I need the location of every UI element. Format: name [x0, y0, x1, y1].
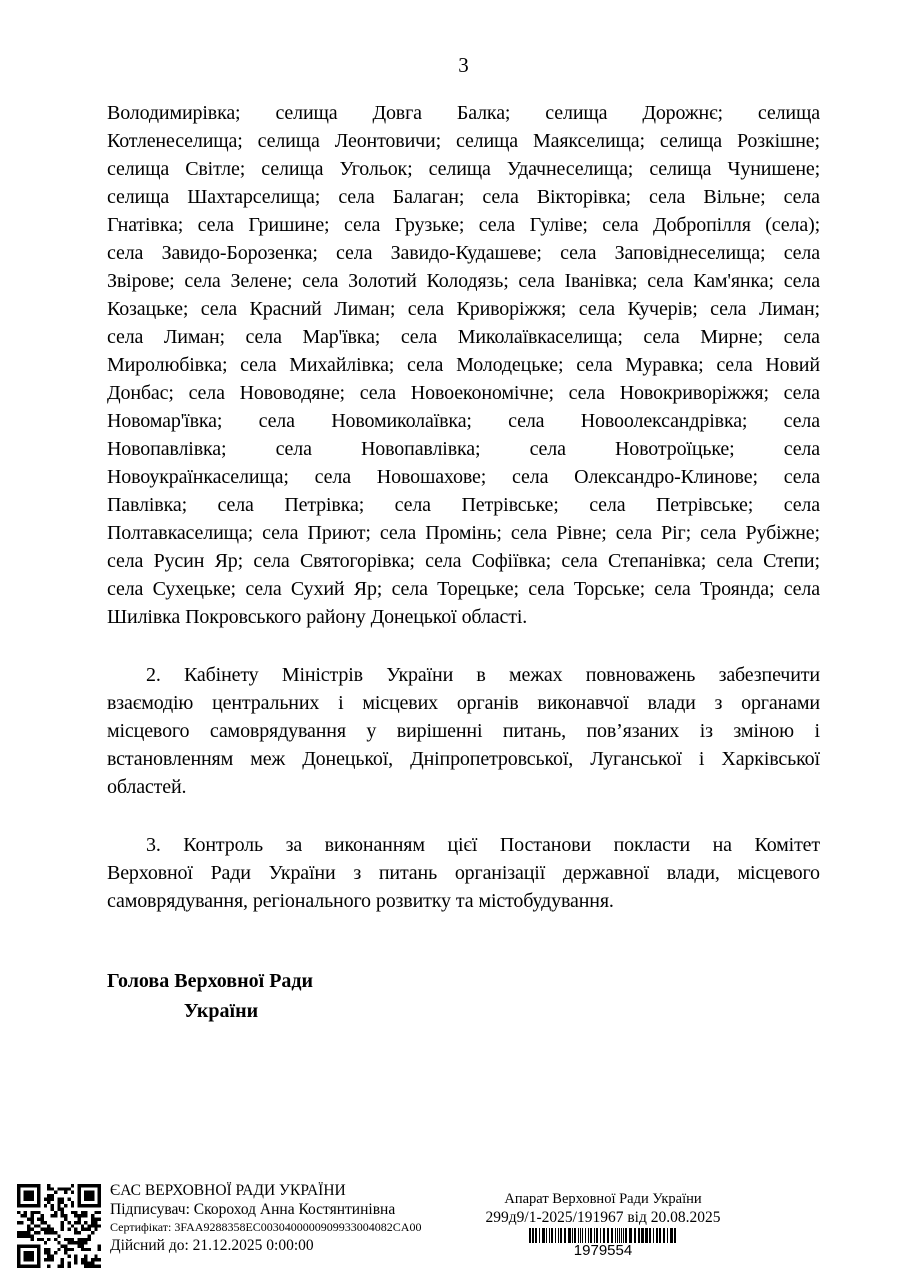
text-line: самоврядування, регіонального розвитку та містобудування. — [107, 890, 614, 912]
text-line: 2. Кабінету Міністрів України в межах повноважень забезпечити — [146, 664, 820, 686]
text-line: Котленеселища; селища Леонтовичи; селища Маякселища; селища Розкішне; — [107, 130, 820, 152]
qr-code-icon — [17, 1184, 101, 1268]
signature-title-line2: України — [183, 1000, 259, 1022]
apparatus-doc-number: 299д9/1-2025/191967 від 20.08.2025 — [485, 1209, 721, 1226]
signature-block — [107, 966, 335, 1026]
document-body — [107, 102, 820, 918]
text-line: Новоукраїнкаселища; села Новошахове; села Олександро-Клинове; села — [107, 466, 820, 488]
signature-title-line1: Голова Верховної Ради — [107, 970, 314, 992]
paragraph-cabinet-of-ministers — [107, 664, 820, 804]
text-line: села Лиман; села Мар'ївка; села Миколаївкаселища; села Мирне; села — [107, 326, 820, 348]
text-line: Верховної Ради України з питань організації державної влади, місцевого — [107, 862, 820, 884]
text-line: Козацьке; села Красний Лиман; села Криворіжжя; села Кучерів; села Лиман; — [107, 298, 820, 320]
text-line: областей. — [107, 776, 187, 798]
barcode-icon — [528, 1228, 678, 1243]
text-line: селища Шахтарселища; села Балаган; села Вікторівка; села Вільне; села — [107, 186, 820, 208]
text-line: села Завидо-Борозенка; села Завидо-Кудашеве; села Заповіднеселища; села — [107, 242, 820, 264]
text-line: Звірове; села Зелене; села Золотий Колодязь; села Іванівка; села Кам'янка; села — [107, 270, 820, 292]
text-line: Павлівка; села Петрівка; села Петрівське; села Петрівське; села — [107, 494, 820, 516]
barcode-number: 1979554 — [573, 1242, 633, 1259]
text-line: встановленням меж Донецької, Дніпропетровської, Луганської і Харківської — [107, 748, 820, 770]
eas-signer: Підписувач: Скороход Анна Костянтинівна — [110, 1201, 396, 1218]
text-line: села Русин Яр; села Святогорівка; села Софіївка; села Степанівка; села Степи; — [107, 550, 820, 572]
text-line: селища Світле; селища Угольок; селища Удачнеселища; селища Чунишене; — [107, 158, 820, 180]
text-line: Донбас; села Нововодяне; села Новоекономічне; села Новокриворіжжя; села — [107, 382, 820, 404]
apparatus-title: Апарат Верховної Ради України — [504, 1191, 702, 1207]
text-line: Новомар'ївка; села Новомиколаївка; села Новоолександрівка; села — [107, 410, 820, 432]
eas-valid-until: Дійсний до: 21.12.2025 0:00:00 — [110, 1237, 314, 1254]
text-line: 3. Контроль за виконанням цієї Постанови покласти на Комітет — [146, 834, 820, 856]
text-line: Шилівка Покровського району Донецької області. — [107, 606, 528, 628]
paragraph-gap — [107, 804, 820, 834]
text-line: села Сухецьке; села Сухий Яр; села Торецьке; села Торське; села Троянда; села — [107, 578, 820, 600]
text-line: Володимирівка; селища Довга Балка; селища Дорожнє; селища — [107, 102, 820, 124]
text-line: Миролюбівка; села Михайлівка; села Молодецьке; села Муравка; села Новий — [107, 354, 820, 376]
apparatus-stamp-block — [448, 1190, 758, 1259]
text-line: взаємодію центральних і місцевих органів виконавчої влади з органами — [107, 692, 820, 714]
paragraph-settlements-list — [107, 102, 820, 634]
text-line: місцевого самоврядування у вирішенні питань, пов’язаних із зміною і — [107, 720, 820, 742]
digital-signature-info — [110, 1181, 421, 1255]
paragraph-control — [107, 834, 820, 918]
text-line: Новопавлівка; села Новопавлівка; села Новотроїцьке; села — [107, 438, 820, 460]
paragraph-gap — [107, 634, 820, 664]
text-line: Гнатівка; села Гришине; села Грузьке; села Гуліве; села Добропілля (села); — [107, 214, 820, 236]
page-number: 3 — [458, 53, 469, 77]
eas-certificate: Сертифікат: 3FAA9288358EC0030400000909933004082CA00 — [110, 1220, 422, 1234]
text-line: Полтавкаселища; села Приют; села Промінь; села Рівне; села Ріг; села Рубіжне; — [107, 522, 820, 544]
eas-title: ЄАС ВЕРХОВНОЇ РАДИ УКРАЇНИ — [110, 1182, 346, 1199]
